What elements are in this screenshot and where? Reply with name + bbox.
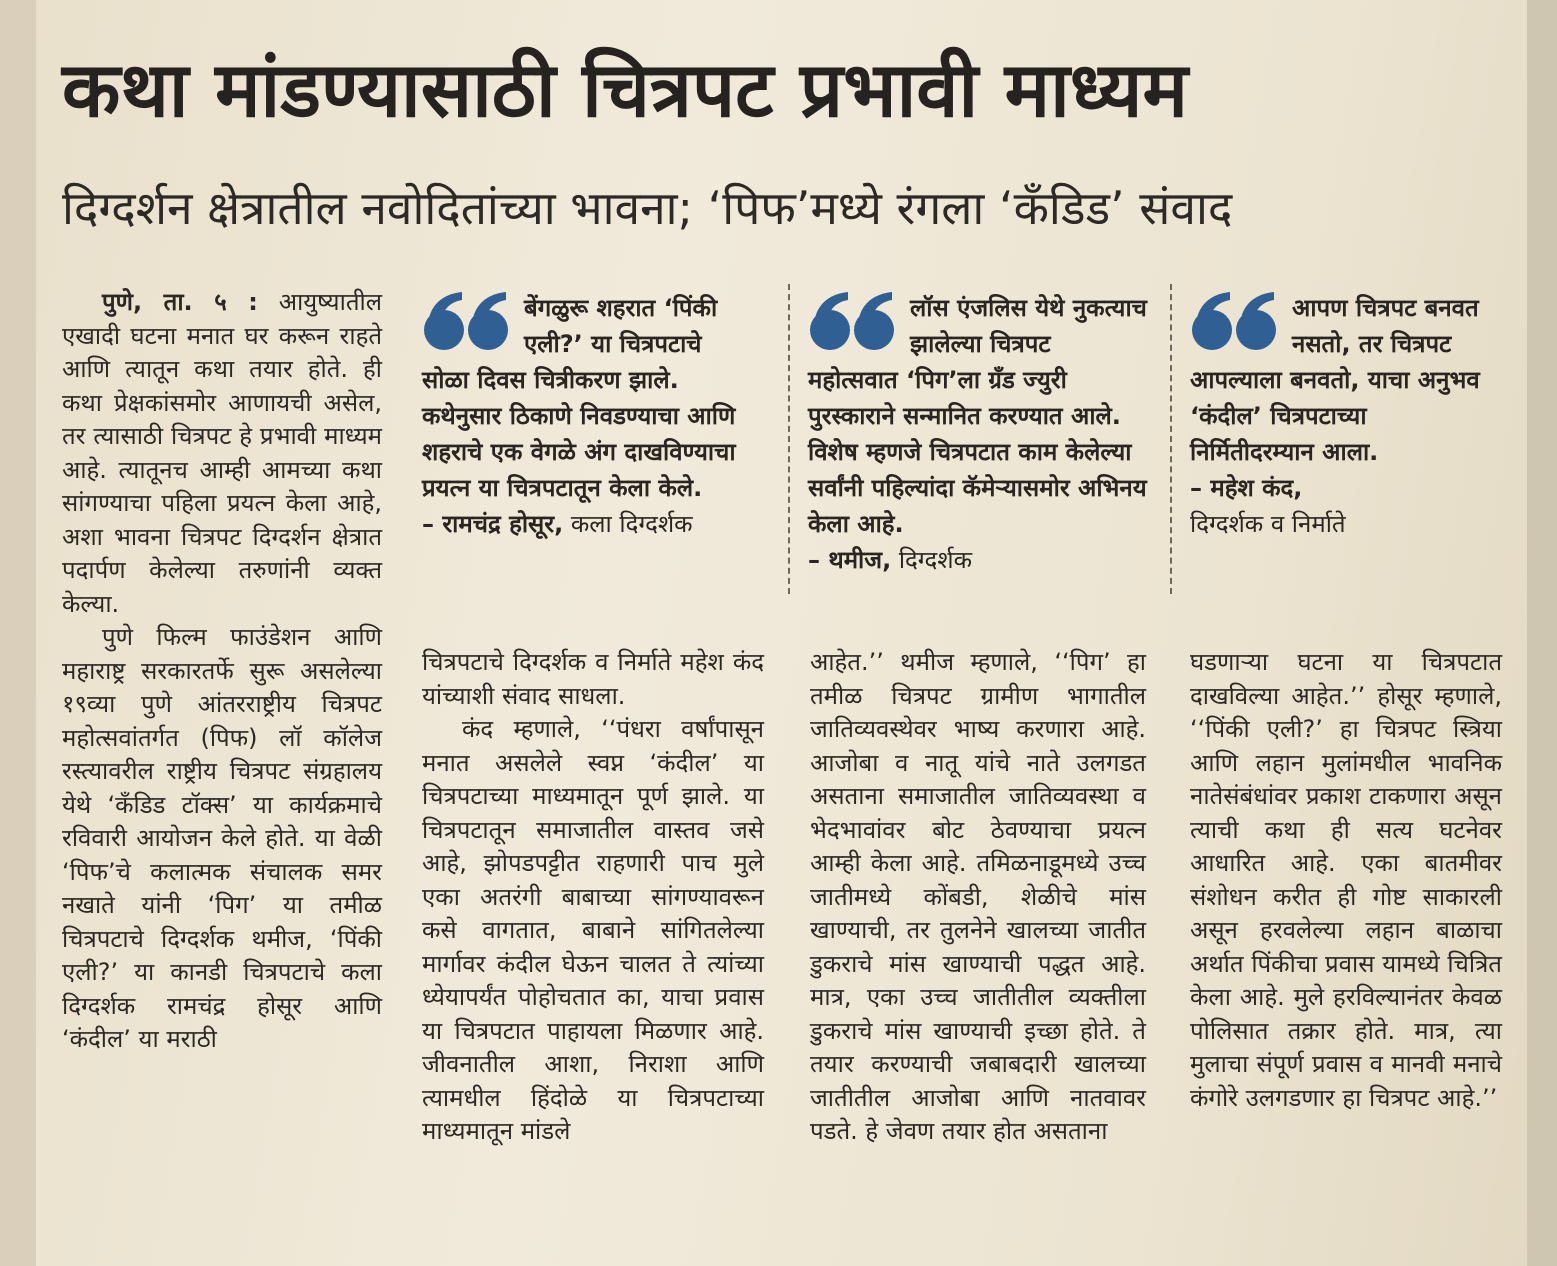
attribution-name: – रामचंद्र होसूर, <box>422 510 564 538</box>
pull-quote-3 <box>1190 290 1490 542</box>
attribution-role: दिग्दर्शक <box>898 546 973 574</box>
quote-text: बेंगळुरू शहरात ‘पिंकी एली?’ या चित्रपटाचे सोळा दिवस चित्रीकरण झाले. कथेनुसार ठिकाणे निवडण्याचा आणि शहराचे एक वेगळे अंग दाखविण्याचा प्रयत्न या चित्रपटातून केला केले. <box>422 294 736 502</box>
column-divider <box>1170 284 1172 594</box>
article-column-4 <box>1190 646 1502 1115</box>
dateline: पुणे, ता. ५ : <box>102 288 258 316</box>
quote-text: लॉस एंजलिस येथे नुकत्याच झालेल्या चित्रपट महोत्सवात ‘पिग’ला ग्रँड ज्युरी पुरस्काराने सन्मानित करण्यात आले. विशेष म्हणजे चित्रपटात काम केलेल्या सर्वांनी पहिल्यांदा कॅमेऱ्यासमोर अभिनय केला आहे. <box>808 294 1147 538</box>
quote-attribution <box>1190 470 1490 542</box>
paragraph: कंद म्हणाले, ‘‘पंधरा वर्षांपासून मनात असलेले स्वप्न ‘कंदील’ या चित्रपटाच्या माध्यमातून पूर्ण झाले. या चित्रपटातून समाजातील वास्तव जसे आहे, झोपडपट्टीत राहणारी पाच मुले एका अतरंगी बाबाच्या सांगण्यावरून कसे वागतात, बाबाने सांगितलेल्या मार्गावर कंदील घेऊन चालत ते त्यांच्या ध्येयापर्यंत पोहोचतात का, याचा प्रवास या चित्रपटात पाहायला मिळणार आहे. जीवनातील आशा, निराशा आणि त्यामधील हिंदोळे या चित्रपटाच्या माध्यमातून मांडले <box>422 715 764 1145</box>
quote-text: आपण चित्रपट बनवत नसतो, तर चित्रपट आपल्याला बनवतो, याचा अनुभव ‘कंदील’ चित्रपटाच्या निर्मितीदरम्यान आला. <box>1190 294 1480 466</box>
quote-attribution <box>422 506 754 542</box>
page-edge-right <box>1527 0 1557 1266</box>
article-column-2 <box>422 646 764 1149</box>
paragraph: आहेत.’’ थमीज म्हणाले, ‘‘पिग’ हा तमीळ चित्रपट ग्रामीण भागातील जातिव्यवस्थेवर भाष्य करणारा आहे. आजोबा व नातू यांचे नाते उलगडत असताना समाजातील जातिव्यवस्था व भेदभावांवर बोट ठेवण्याचा प्रयत्न आम्ही केला आहे. तमिळनाडूमध्ये उच्च जातीमध्ये कोंबडी, शेळीचे मांस खाण्याची, तर तुलनेने खालच्या जातीत डुकराचे मांस खाण्याची पद्धत आहे. मात्र, एका उच्च जातीतील व्यक्तीला डुकराचे मांस खाण्याची इच्छा होते. ते तयार करण्याची जबाबदारी खालच्या जातीतील आजोबा आणि नातवावर पडते. हे जेवण तयार होत असताना <box>810 648 1146 1145</box>
quote-mark-icon <box>808 290 904 358</box>
paragraph: पुणे फिल्म फाउंडेशन आणि महाराष्ट्र सरकारतर्फे सुरू असलेल्या १९व्या पुणे आंतरराष्ट्रीय चित्रपट महोत्सवांतर्गत (पिफ) लॉ कॉलेज रस्त्यावरील राष्ट्रीय चित्रपट संग्रहालय येथे ‘कँडिड टॉक्स’ या कार्यक्रमाचे रविवारी आयोजन केले होते. या वेळी ‘पिफ’चे कलात्मक संचालक समर नखाते यांनी ‘पिग’ या तमीळ चित्रपटाचे दिग्दर्शक थमीज, ‘पिंकी एली?’ या कानडी चित्रपटाचे कला दिग्दर्शक रामचंद्र होसूर आणि ‘कंदील’ या मराठी <box>62 623 382 1053</box>
paragraph-text: आयुष्यातील एखादी घटना मनात घर करून राहते आणि त्यातून कथा तयार होते. ही कथा प्रेक्षकांसमोर आणायची असेल, तर त्यासाठी चित्रपट हे प्रभावी माध्यम आहे. त्यातूनच आम्ही आमच्या कथा सांगण्याचा पहिला प्रयत्न केला आहे, अशा भावना चित्रपट दिग्दर्शन क्षेत्रात पदार्पण केलेल्या तरुणांनी व्यक्त केल्या. <box>62 288 382 618</box>
page-edge-left <box>0 0 36 1266</box>
attribution-role: दिग्दर्शक व निर्माते <box>1190 510 1346 538</box>
quote-mark-icon <box>1190 290 1286 358</box>
quote-mark-icon <box>422 290 518 358</box>
paragraph <box>62 286 382 621</box>
attribution-role: कला दिग्दर्शक <box>570 510 693 538</box>
attribution-name: – महेश कंद, <box>1190 474 1303 502</box>
attribution-name: – थमीज, <box>808 546 892 574</box>
paragraph: चित्रपटाचे दिग्दर्शक व निर्माते महेश कंद यांच्याशी संवाद साधला. <box>422 648 764 710</box>
paragraph: घडणाऱ्या घटना या चित्रपटात दाखविल्या आहेत.’’ होसूर म्हणाले, ‘‘पिंकी एली?’ हा चित्रपट स्त्रिया आणि लहान मुलांमधील भावनिक नातेसंबंधांवर प्रकाश टाकणारा असून त्याची कथा ही सत्य घटनेवर आधारित आहे. एका बातमीवर संशोधन करीत ही गोष्ट साकारली असून हरवलेल्या लहान बाळाचा अर्थात पिंकीचा प्रवास यामध्ये चित्रित केला आहे. मुले हरविल्यानंतर केवळ पोलिसात तक्रार होते. मात्र, त्या मुलाचा संपूर्ण प्रवास व मानवी मनाचे कंगोरे उलगडणार हा चित्रपट आहे.’’ <box>1190 648 1502 1112</box>
column-divider <box>788 284 790 594</box>
article-column-1 <box>62 286 382 1057</box>
pull-quote-1 <box>422 290 754 542</box>
quote-attribution <box>808 542 1148 578</box>
subheadline: दिग्दर्शन क्षेत्रातील नवोदितांच्या भावना; ‘पिफ’मध्ये रंगला ‘कँडिड’ संवाद <box>62 181 1233 235</box>
headline: कथा मांडण्यासाठी चित्रपट प्रभावी माध्यम <box>62 45 1188 134</box>
pull-quote-2 <box>808 290 1148 578</box>
article-column-3 <box>810 646 1146 1149</box>
